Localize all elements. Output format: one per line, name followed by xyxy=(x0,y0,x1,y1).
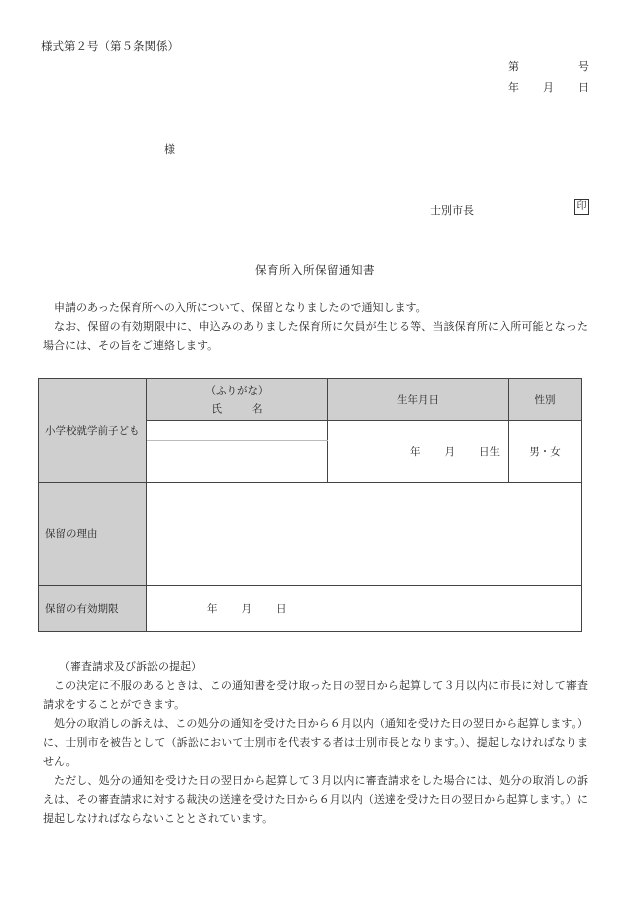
seal-icon: 印 xyxy=(574,199,589,215)
issuer-mayor: 士別市長 xyxy=(430,204,474,217)
name-header-cell xyxy=(147,379,328,421)
dob-month-label: 月 xyxy=(444,446,455,458)
period-month-label: 月 xyxy=(241,603,252,615)
reason-label: 保留の理由 xyxy=(45,528,98,540)
child-label: 小学校就学前子ども xyxy=(45,424,140,437)
intro-paragraph-1: 申請のあった保育所への入所について、保留となりましたので通知します。 xyxy=(54,301,427,314)
date-month-label: 月 xyxy=(543,81,554,94)
recipient-honorific: 様 xyxy=(164,143,175,156)
gender-label: 性別 xyxy=(534,394,556,406)
period-label: 保留の有効期限 xyxy=(45,602,119,615)
reason-input-cell[interactable] xyxy=(147,483,582,586)
form-number: 様式第２号（第５条関係） xyxy=(41,39,179,53)
appeal-paragraph-3: ただし、処分の通知を受けた日の翌日から起算して３月以内に審査請求をした場合には、処分の取消しの訴えは、その審査請求に対する裁決の送達を受けた日から６月以内（送達を受けた日の翌日から起算します。）に提起しなければならないこととされています。 xyxy=(43,774,588,825)
name-input-cell[interactable] xyxy=(147,441,328,483)
doc-number-suffix: 号 xyxy=(578,60,589,73)
period-value-cell[interactable] xyxy=(147,586,582,632)
appeal-heading: （審査請求及び訴訟の提起） xyxy=(59,660,202,673)
period-day-label: 日 xyxy=(276,603,287,615)
date-year-label: 年 xyxy=(508,81,519,94)
period-label-cell xyxy=(39,586,147,632)
name-label-2: 名 xyxy=(252,402,263,415)
intro-paragraph-2: なお、保留の有効期限中に、申込みのありました保育所に欠員が生じる等、当該保育所に入所可能となった場合には、その旨をご連絡します。 xyxy=(43,320,588,352)
name-label-1: 氏 xyxy=(211,402,222,415)
doc-number-label: 第 xyxy=(508,60,519,73)
child-info-table xyxy=(38,378,582,632)
dob-header-cell xyxy=(328,379,509,421)
date-day-label: 日 xyxy=(578,81,589,94)
dob-day-label: 日生 xyxy=(479,446,500,458)
reason-label-cell xyxy=(39,483,147,586)
child-label-cell xyxy=(39,379,147,483)
gender-value: 男・女 xyxy=(529,446,561,458)
furigana-input-cell[interactable] xyxy=(147,421,328,441)
gender-value-cell[interactable] xyxy=(509,421,582,483)
document-title: 保育所入所保留通知書 xyxy=(255,263,375,277)
period-year-label: 年 xyxy=(207,603,218,615)
dob-year-label: 年 xyxy=(410,446,421,458)
gender-header-cell xyxy=(509,379,582,421)
appeal-paragraph-2: 処分の取消しの訴えは、この処分の通知を受けた日から６月以内（通知を受けた日の翌日から起算します。）に、士別市を被告として（訴訟において士別市を代表する者は士別市長となります。）、提起しなければなりません。 xyxy=(43,717,588,768)
appeal-paragraph-1: この決定に不服のあるときは、この通知書を受け取った日の翌日から起算して３月以内に市長に対して審査請求をすることができます。 xyxy=(43,679,588,711)
dob-value-cell[interactable] xyxy=(328,421,509,483)
furigana-label: （ふりがな） xyxy=(205,384,269,397)
dob-label: 生年月日 xyxy=(397,394,439,406)
